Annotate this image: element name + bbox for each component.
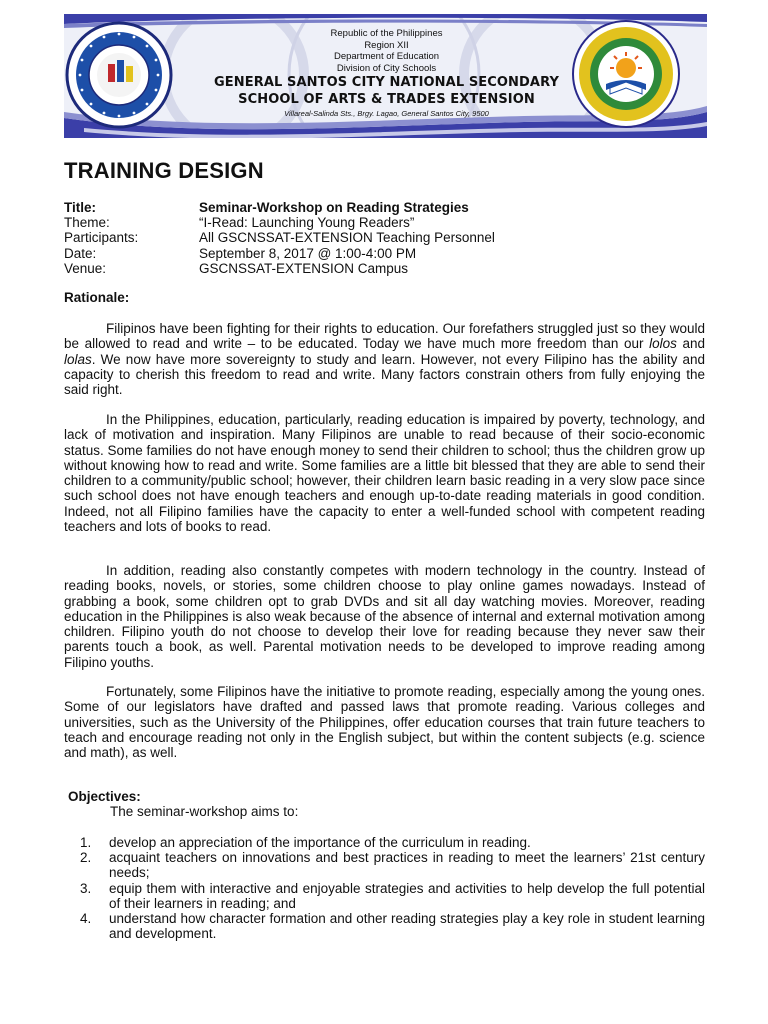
letterhead-text	[214, 28, 559, 119]
objectives-heading: Objectives:	[68, 789, 141, 804]
school-address: Villareal-Salinda Sts., Brgy. Lagao, General Santos City, 9500	[284, 109, 489, 118]
letterhead-banner	[64, 14, 707, 138]
school-name-line2: SCHOOL OF ARTS & TRADES EXTENSION	[238, 92, 535, 107]
detail-row-date	[64, 246, 495, 261]
deped-division-seal-icon	[570, 18, 682, 130]
list-item	[80, 850, 705, 880]
list-number: 4.	[80, 911, 92, 927]
detail-value: All GSCNSSAT-EXTENSION Teaching Personnel	[199, 230, 495, 246]
list-number: 1.	[80, 835, 92, 850]
list-text: understand how character formation and other reading strategies play a key role in student learning and development.	[109, 911, 705, 942]
division-line: Division of City Schools	[336, 62, 437, 74]
detail-row-venue	[64, 261, 495, 276]
emphasis-text: lolas	[64, 351, 92, 367]
objectives-intro: The seminar-workshop aims to:	[110, 804, 299, 819]
list-text: develop an appreciation of the importance of the curriculum in reading.	[109, 835, 531, 850]
paragraph-text: . We now have more sovereignty to study and learn. However, not every Filipino has the ability and capacity to cherish this freedom to read and write. Many factors constrain others from fully enjoying the said right.	[64, 351, 705, 398]
document-title: TRAINING DESIGN	[64, 158, 264, 183]
school-seal-icon	[64, 20, 174, 130]
list-item	[80, 911, 705, 941]
rationale-heading: Rationale:	[64, 290, 130, 305]
training-details	[64, 200, 495, 276]
department-line: Department of Education	[333, 51, 440, 62]
paragraph-text: and	[676, 336, 706, 352]
detail-label: Participants:	[64, 230, 139, 246]
detail-value: “I-Read: Launching Young Readers”	[199, 215, 415, 231]
list-item	[80, 881, 705, 911]
emphasis-text: lolos	[649, 336, 677, 352]
school-name-line1: GENERAL SANTOS CITY NATIONAL SECONDARY	[214, 75, 560, 90]
rationale-paragraph-2: In the Philippines, education, particularly, reading education is impaired by poverty, technology, and lack of motivation and inspiration. Many Filipinos are unable to read because of their socio-economic status. Some families do not have enough money to send their children to school; thus the children grow up without knowing how to read and write. Some families are a little bit blessed that they are able to send their children to a community/public school; however, their children learn basic reading in a very slow pace since such school does not have enough teachers and enough up-to-date reading materials in good condition. Indeed, not all Filipino families have the capacity to enter a well-funded school with competent reading teachers and lots of books to read.	[64, 412, 705, 535]
list-number: 3.	[80, 880, 92, 896]
detail-row-theme	[64, 215, 495, 230]
detail-value: Seminar-Workshop on Reading Strategies	[199, 200, 469, 215]
rationale-paragraph-3: In addition, reading also constantly competes with modern technology in the country. Instead of reading books, novels, or stories, some children choose to play online games nowadays. Instead of grabbing a book, some children opt to grab DVDs and sit all day watching movies. Moreover, reading education in the Philippines is also weak because of the absence of internal and external motivation among children. Filipino youth do not choose to develop their love for reading because they never saw their parents touch a book, as well. Parental motivation needs to be developed to improve reading among Filipino youths.	[64, 563, 705, 670]
detail-row-title	[64, 200, 495, 215]
objectives-list	[80, 835, 705, 941]
detail-label: Date:	[64, 245, 97, 261]
list-text: equip them with interactive and enjoyable strategies and activities to help develop the full potential of their learners in reading; and	[109, 880, 705, 911]
detail-value: GSCNSSAT-EXTENSION Campus	[199, 260, 409, 276]
region-line: Region XII	[364, 39, 409, 51]
list-text: acquaint teachers on innovations and best practices in reading to meet the learners’ 21st century needs;	[109, 850, 705, 881]
detail-label: Theme:	[64, 215, 110, 231]
detail-row-participants	[64, 230, 495, 245]
detail-label: Title:	[64, 200, 97, 215]
detail-value: September 8, 2017 @ 1:00-4:00 PM	[199, 245, 417, 261]
list-item	[80, 835, 705, 850]
rationale-paragraph-4: Fortunately, some Filipinos have the initiative to promote reading, especially among the young ones. Some of our legislators have drafted and passed laws that promote reading. Various colleges and universities, such as the University of the Philippines, offer education courses that train future teachers to teach and encourage reading not only in the English subject, but within the content subjects (e.g. science and math), as well.	[64, 684, 705, 761]
country-line: Republic of the Philippines	[330, 28, 443, 39]
paragraph-text: Filipinos have been fighting for their rights to education. Our forefathers struggled just so they would be allowed to read and write – to be educated. Today we have much more freedom than our	[64, 321, 705, 352]
detail-label: Venue:	[64, 260, 107, 276]
list-number: 2.	[80, 850, 92, 866]
rationale-paragraph-1	[64, 321, 705, 397]
